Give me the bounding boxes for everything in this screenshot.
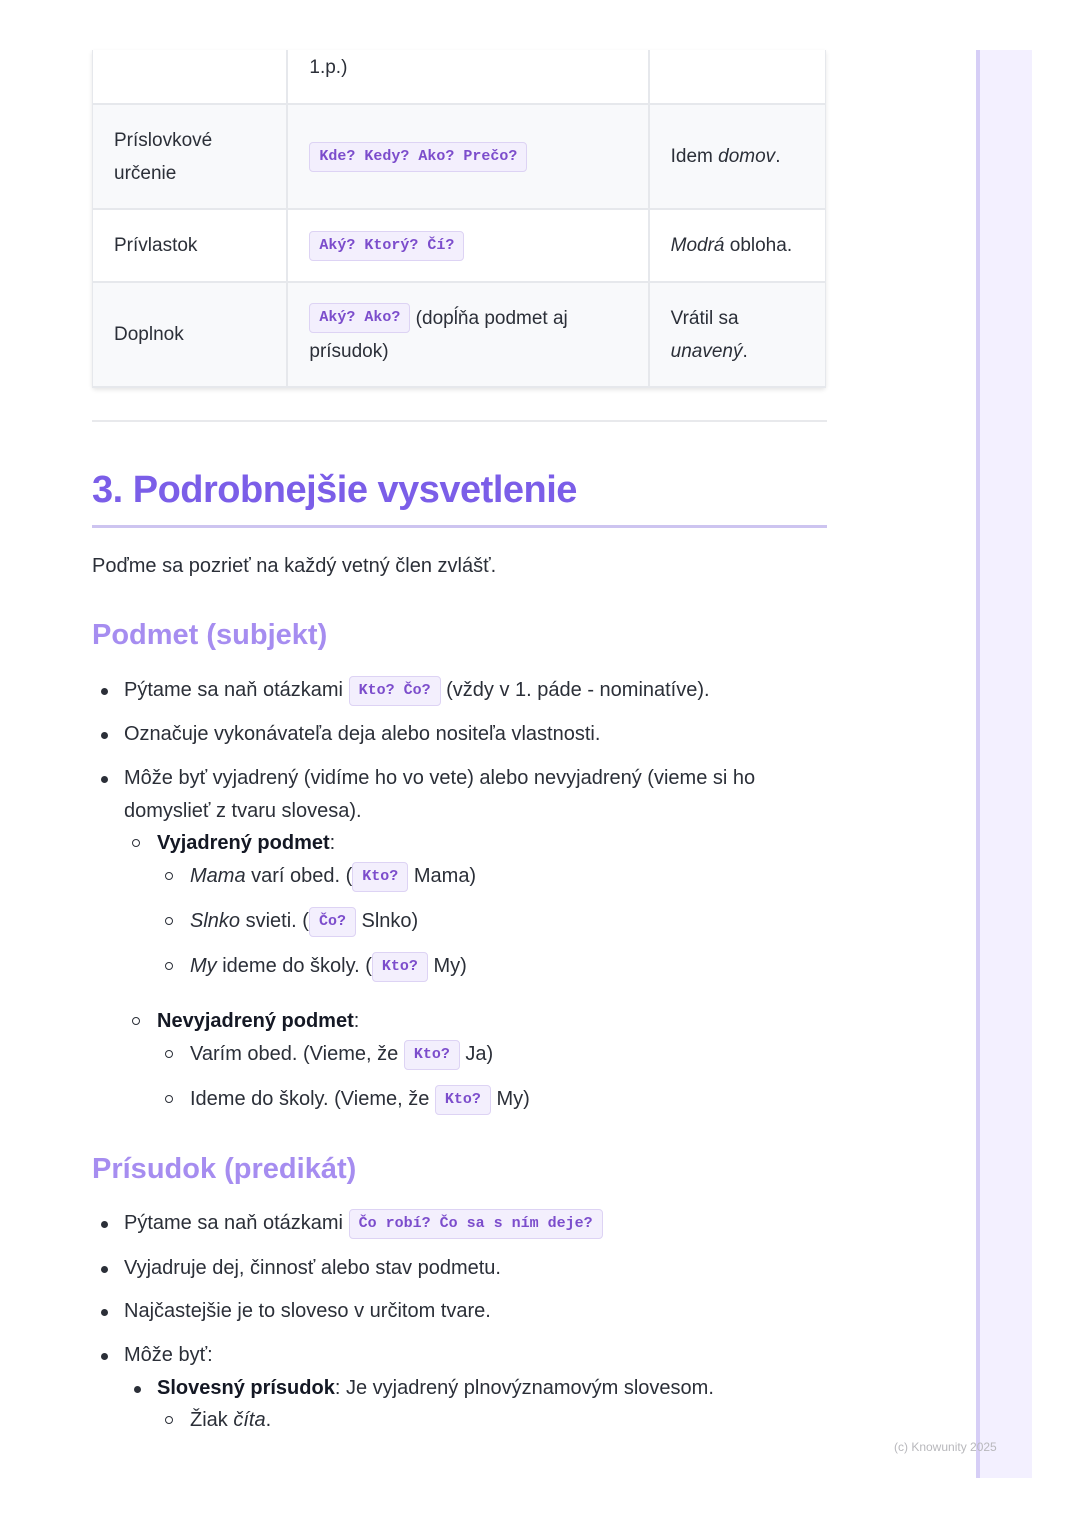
- list-item: Môže byť:: [124, 1344, 213, 1366]
- table-cell-member: Príslovkové určenie: [93, 104, 288, 209]
- list-text: My): [427, 955, 467, 977]
- example-italic: číta: [233, 1409, 266, 1431]
- question-chip: Kto?: [352, 862, 408, 892]
- list-label: Slovesný prísudok: [157, 1377, 335, 1399]
- table-row: [93, 50, 826, 104]
- table-cell-example: [649, 104, 826, 209]
- list-text: Pýtame sa naň otázkami: [124, 1212, 349, 1234]
- table-cell-question: [287, 104, 648, 209]
- list-text: Slnko): [355, 910, 419, 932]
- list-text: : Je vyjadrený plnovýznamovým slovesom.: [334, 1377, 714, 1399]
- circle-bullet-icon: [165, 962, 173, 970]
- list-item: Môže byť vyjadrený (vidíme ho vo vete) alebo nevyjadrený (vieme si ho: [124, 767, 756, 789]
- list-text: Žiak: [190, 1409, 234, 1431]
- table-cell-question: 1.p.): [287, 50, 648, 104]
- side-panel: [976, 50, 1032, 1478]
- list-text: :: [353, 1010, 360, 1032]
- bullet-icon: [134, 1386, 141, 1393]
- list-item: [190, 950, 467, 983]
- list-text: Ja): [459, 1043, 494, 1065]
- bullet-icon: [101, 1353, 108, 1360]
- list-text: Varím obed. (Vieme, že: [190, 1043, 404, 1065]
- example-italic: unavený: [670, 340, 743, 362]
- question-chip: Čo?: [309, 907, 356, 937]
- bullet-icon: [101, 776, 108, 783]
- question-chip: Kto? Čo?: [349, 676, 441, 706]
- list-item-continuation: domyslieť z tvaru slovesa).: [124, 800, 362, 822]
- table-cell-question: [287, 282, 648, 387]
- example-italic: Modrá: [670, 235, 725, 256]
- example-italic: Slnko: [190, 910, 241, 932]
- table-cell-member: Prívlastok: [93, 209, 288, 282]
- section-intro: Poďme sa pozrieť na každý vetný člen zvlášť.: [92, 555, 497, 577]
- list-label: Nevyjadrený podmet: [157, 1010, 354, 1032]
- list-text: :: [329, 832, 336, 854]
- circle-bullet-icon: [165, 917, 173, 925]
- example-italic: Mama: [190, 865, 246, 887]
- bullet-icon: [101, 1309, 108, 1316]
- list-item: [124, 1207, 603, 1240]
- list-item: [190, 1083, 530, 1116]
- question-chip: Aký? Ktorý? Čí?: [309, 231, 464, 261]
- list-item: [157, 1372, 714, 1405]
- list-text: .: [265, 1409, 272, 1431]
- section-title: 3. Podrobnejšie vysvetlenie: [92, 469, 577, 511]
- table-row: [93, 209, 826, 282]
- table-row: [93, 282, 826, 387]
- circle-bullet-icon: [165, 1416, 173, 1424]
- bullet-icon: [101, 732, 108, 739]
- list-text: (vždy v 1. páde - nominatíve).: [440, 679, 710, 701]
- table-cell-member: Doplnok: [93, 282, 288, 387]
- question-note: (dopĺňa podmet aj prísudok): [309, 307, 568, 362]
- copyright-footer: (c) Knowunity 2025: [894, 1440, 997, 1454]
- table-cell-example: [649, 209, 826, 282]
- list-text: svieti. (: [240, 910, 309, 932]
- subject-heading: Podmet (subjekt): [92, 619, 328, 651]
- example-text: Vrátil sa: [670, 307, 739, 329]
- circle-bullet-icon: [132, 839, 140, 847]
- list-label: Vyjadrený podmet: [157, 832, 330, 854]
- list-item: [190, 1404, 271, 1437]
- list-text: Mama): [408, 865, 477, 887]
- list-text: My): [490, 1088, 530, 1110]
- table-cell-question: [287, 209, 648, 282]
- example-italic: domov: [718, 146, 776, 167]
- question-chip: Aký? Ako?: [309, 303, 410, 333]
- section-divider: [92, 420, 827, 422]
- circle-bullet-icon: [165, 1095, 173, 1103]
- example-text: .: [775, 146, 781, 167]
- list-text: Pýtame sa naň otázkami: [124, 679, 349, 701]
- list-item: [157, 827, 335, 860]
- list-item: [124, 674, 710, 707]
- list-text: ideme do školy. (: [216, 955, 372, 977]
- example-text: .: [742, 340, 748, 362]
- list-text: Ideme do školy. (Vieme, že: [190, 1088, 435, 1110]
- list-item: Najčastejšie je to sloveso v určitom tvare.: [124, 1300, 491, 1322]
- question-chip: Čo robí? Čo sa s ním deje?: [349, 1209, 603, 1239]
- table-cell-example: [649, 50, 826, 104]
- bullet-icon: [101, 1266, 108, 1273]
- list-text: varí obed. (: [245, 865, 353, 887]
- table-cell-example: [649, 282, 826, 387]
- question-chip: Kto?: [404, 1040, 460, 1070]
- table-cell-member: [93, 50, 288, 104]
- question-chip: Kde? Kedy? Ako? Prečo?: [309, 142, 527, 172]
- bullet-icon: [101, 1221, 108, 1228]
- grammar-table: [92, 50, 826, 388]
- list-item: [157, 1005, 359, 1038]
- list-item: Označuje vykonávateľa deja alebo nositeľa vlastnosti.: [124, 723, 601, 745]
- example-italic: My: [190, 955, 217, 977]
- circle-bullet-icon: [165, 1050, 173, 1058]
- section-title-underline: [92, 525, 827, 528]
- list-item: [190, 1038, 493, 1071]
- list-item: Vyjadruje dej, činnosť alebo stav podmetu.: [124, 1257, 501, 1279]
- list-item: [190, 905, 418, 938]
- circle-bullet-icon: [165, 872, 173, 880]
- predicate-heading: Prísudok (predikát): [92, 1153, 357, 1185]
- example-text: Idem: [670, 146, 719, 167]
- circle-bullet-icon: [132, 1017, 140, 1025]
- table-row: [93, 104, 826, 209]
- list-item: [190, 860, 476, 893]
- question-chip: Kto?: [435, 1085, 491, 1115]
- example-text: obloha.: [724, 235, 793, 256]
- bullet-icon: [101, 688, 108, 695]
- question-chip: Kto?: [372, 952, 428, 982]
